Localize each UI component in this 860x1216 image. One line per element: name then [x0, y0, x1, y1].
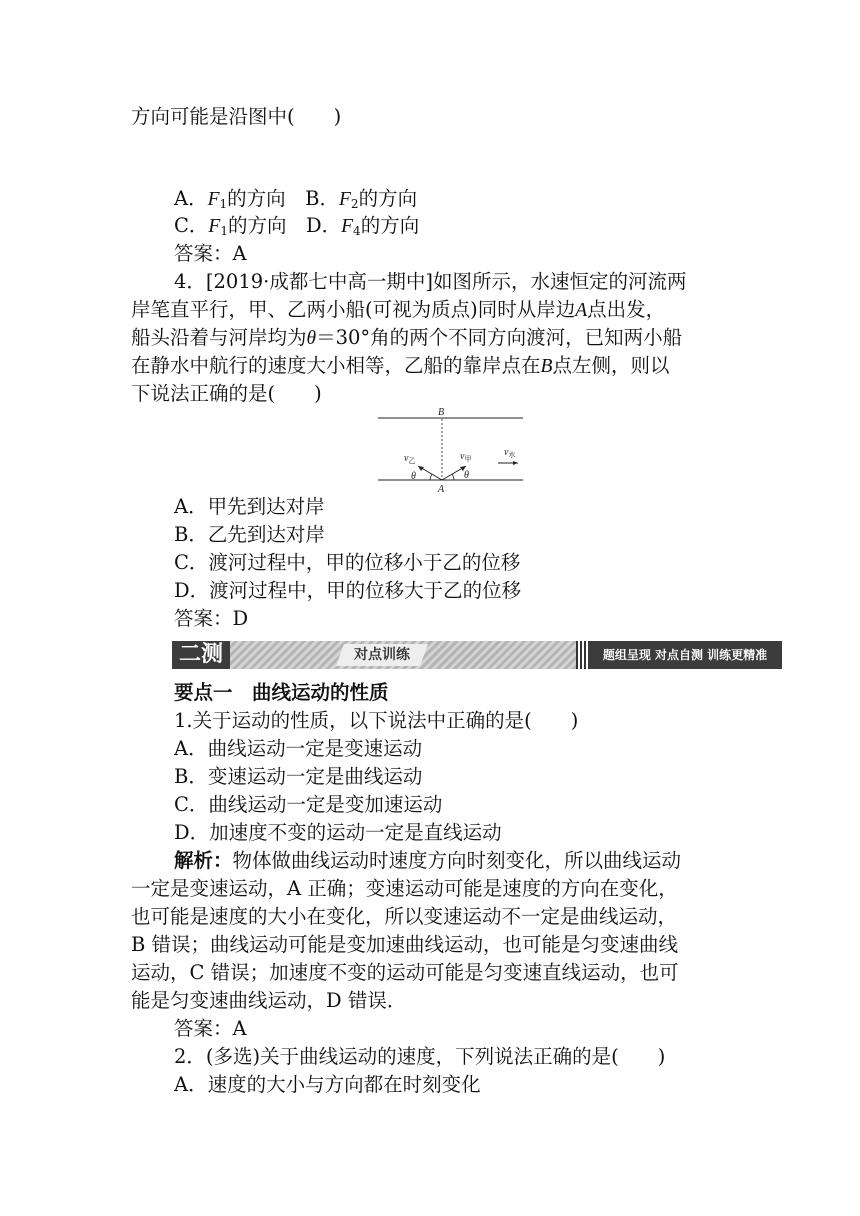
- theta-right-arc: [452, 474, 454, 480]
- s1-jiexi-line-5: 运动，C 错误；加速度不变的运动可能是匀变速直线运动，也可: [131, 961, 679, 984]
- s1-q1-stem: 1.关于运动的性质，以下说法中正确的是( ): [174, 709, 579, 732]
- banner-stripe: [230, 641, 582, 669]
- q4-option-b: B．乙先到达对岸: [174, 523, 325, 546]
- banner-tag: 二测: [172, 641, 230, 669]
- q3-answer: 答案：A: [174, 242, 247, 265]
- s1-jiexi-line-2: 一定是变速运动，A 正确；变速运动可能是速度的方向在变化，: [131, 877, 678, 900]
- s1-q1-answer: 答案：A: [174, 1017, 247, 1040]
- s1-q2-option-a: A．速度的大小与方向都在时刻变化: [174, 1073, 481, 1096]
- section-banner: [172, 641, 782, 669]
- banner-divider: [576, 641, 588, 669]
- v-jia-label: $v_甲$: [460, 451, 472, 463]
- q4-stem-line-3: 船头沿着与河岸均为θ＝30°角的两个不同方向渡河，已知两小船: [131, 326, 683, 349]
- q3-options-cd: C．$F_1$的方向 D．$F_4$的方向: [174, 214, 420, 238]
- q4-answer: 答案：D: [174, 607, 249, 630]
- q4-option-d: D．渡河过程中，甲的位移大于乙的位移: [174, 579, 522, 602]
- q4-stem-line-4: 在静水中航行的速度大小相等，乙船的靠岸点在B点左侧，则以: [131, 354, 670, 377]
- river-crossing-diagram: [378, 405, 528, 495]
- s1-q1-option-c: C．曲线运动一定是变加速运动: [174, 793, 443, 816]
- v-shui-arrowhead: [513, 461, 518, 465]
- v-yi-label: $v_乙$: [404, 453, 416, 465]
- theta-right-label: θ: [464, 470, 469, 481]
- s1-jiexi-line-3: 也可能是速度的大小在变化，所以变速运动不一定是曲线运动，: [131, 905, 678, 928]
- q4-option-c: C．渡河过程中，甲的位移小于乙的位移: [174, 551, 521, 574]
- s1-q1-option-d: D．加速度不变的运动一定是直线运动: [174, 821, 502, 844]
- s1-jiexi-line-6: 能是匀变速曲线运动，D 错误．: [131, 989, 407, 1012]
- theta-left-label: θ: [411, 471, 416, 482]
- point-a-label: A: [438, 484, 445, 495]
- s1-jiexi-line-1: 解析：物体做曲线运动时速度方向时刻变化，所以曲线运动: [174, 849, 682, 872]
- s1-q2-stem: 2．(多选)关于曲线运动的速度，下列说法正确的是( ): [174, 1045, 666, 1068]
- point-b-label: B: [438, 407, 445, 418]
- section-heading: 要点一 曲线运动的性质: [174, 681, 389, 704]
- banner-right-text: 题组呈现 对点自测 训练更精准: [588, 641, 782, 669]
- q4-option-a: A．甲先到达对岸: [174, 495, 325, 518]
- q3-options-ab: A．$F_1$的方向 B．$F_2$的方向: [174, 187, 418, 211]
- theta-left-arc: [430, 474, 432, 480]
- s1-q1-option-b: B．变速运动一定是曲线运动: [174, 765, 423, 788]
- v-shui-label: $v_水$: [504, 447, 516, 459]
- banner-label: 对点训练: [336, 644, 428, 666]
- q4-stem-line-2: 岸笔直平行，甲、乙两小船(可视为质点)同时从岸边A点出发，: [131, 298, 666, 321]
- s1-q1-option-a: A．曲线运动一定是变速运动: [174, 737, 423, 760]
- q4-stem-line-5: 下说法正确的是( ): [131, 382, 322, 405]
- q4-stem-line-1: 4．[2019·成都七中高一期中]如图所示，水速恒定的河流两: [174, 270, 687, 293]
- s1-jiexi-line-4: B 错误；曲线运动可能是变加速曲线运动，也可能是匀变速曲线: [131, 933, 679, 956]
- question-stem-line: 方向可能是沿图中( ): [131, 105, 342, 128]
